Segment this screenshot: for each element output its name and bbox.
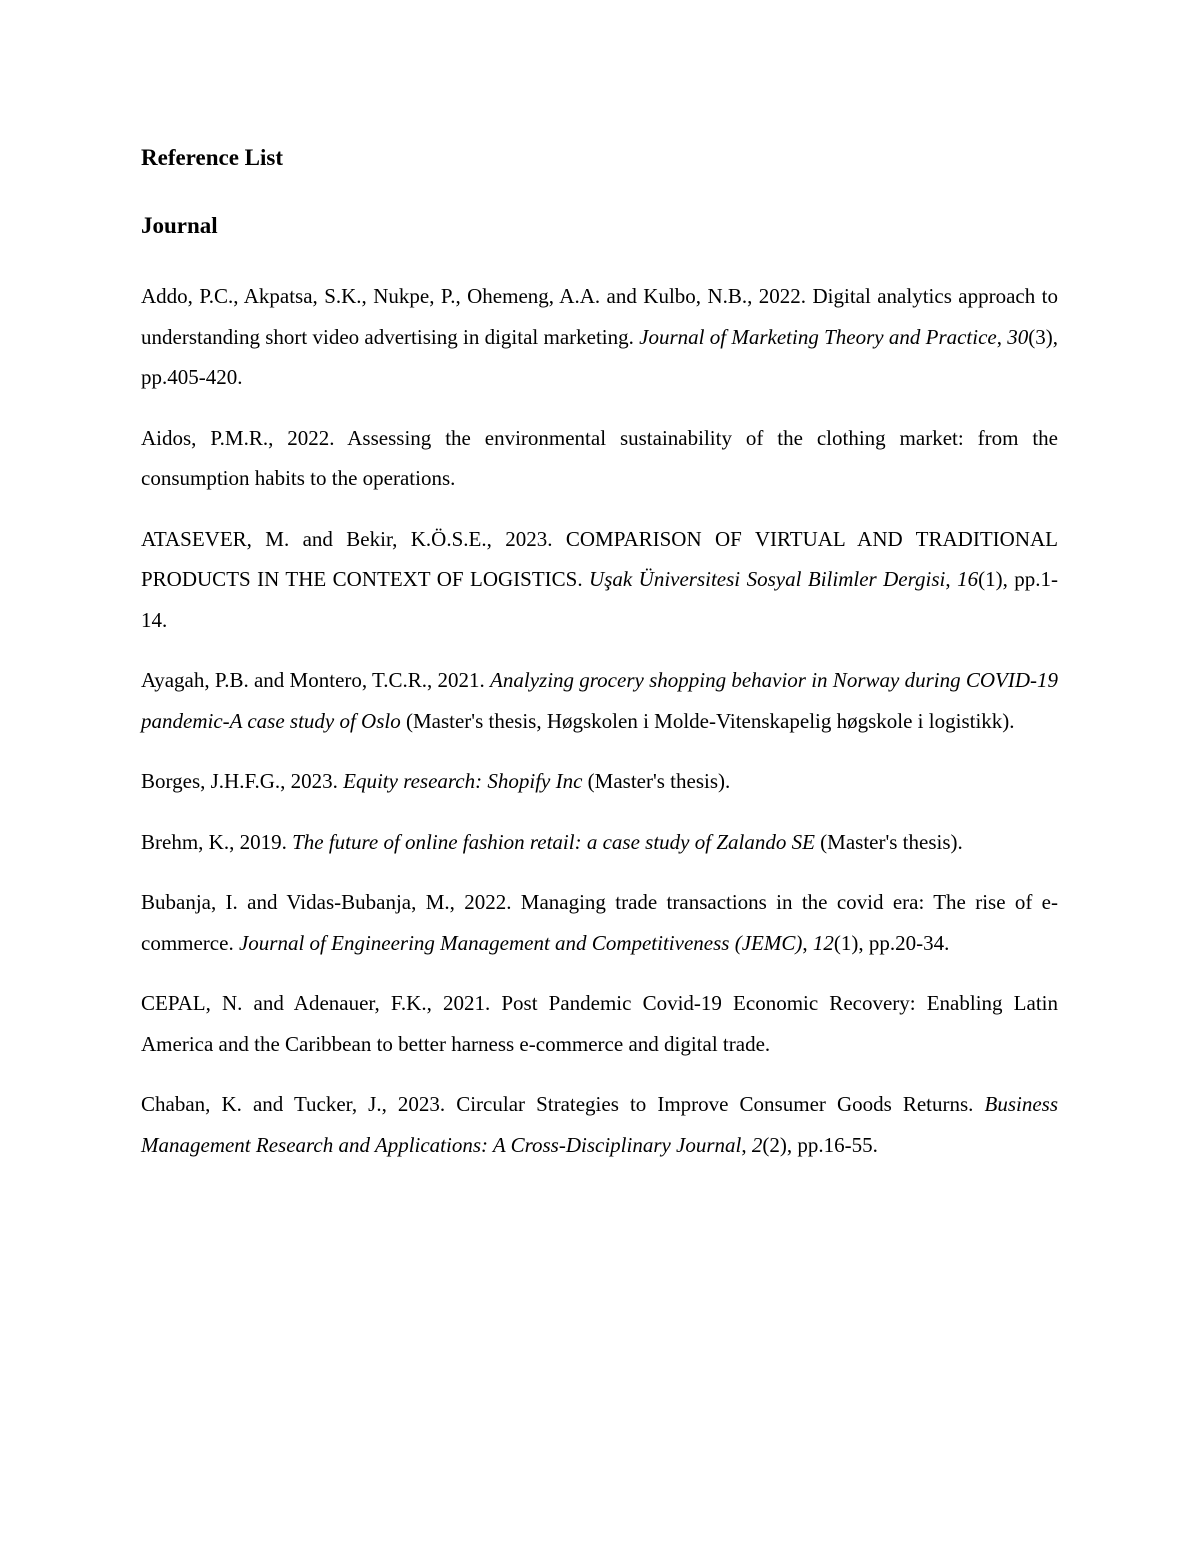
reference-item: Borges, J.H.F.G., 2023. Equity research: Shopify Inc (Master's thesis). [141,769,731,793]
reference-item: Chaban, K. and Tucker, J., 2023. Circular Strategies to Improve Consumer Goods Returns. Business Management Research and Applications: A Cross-Disciplinary Journal, 2(2), pp.16-55. [141,1092,1058,1157]
section-heading: Journal [141,213,218,238]
reference-item: Aidos, P.M.R., 2022. Assessing the environmental sustainability of the clothing market: from the consumption habits to the operations. [141,425,1058,490]
reference-item: ATASEVER, M. and Bekir, K.Ö.S.E., 2023. COMPARISON OF VIRTUAL AND TRADITIONAL PRODUCTS IN THE CONTEXT OF LOGISTICS. Uşak Üniversitesi Sosyal Bilimler Dergisi, 16(1), pp.1-14. [141,526,1059,632]
reference-item: Ayagah, P.B. and Montero, T.C.R., 2021. Analyzing grocery shopping behavior in Norway during COVID-19 pandemic-A case study of Oslo (Master's thesis, Høgskolen i Molde-Vitenskapelig høgskole i logistikk). [141,668,1058,733]
reference-item: CEPAL, N. and Adenauer, F.K., 2021. Post Pandemic Covid-19 Economic Recovery: Enabling Latin America and the Caribbean to better harness e-commerce and digital trade. [141,991,1058,1056]
reference-item: Brehm, K., 2019. The future of online fashion retail: a case study of Zalando SE (Master's thesis). [141,829,963,854]
page-title: Reference List [141,145,283,170]
document-page [141,140,1058,1185]
reference-item: Bubanja, I. and Vidas-Bubanja, M., 2022. Managing trade transactions in the covid era: The rise of e-commerce. Journal of Engineering Management and Competitiveness (JEMC), 12(1), pp.20-34. [141,890,1058,955]
reference-item: Addo, P.C., Akpatsa, S.K., Nukpe, P., Ohemeng, A.A. and Kulbo, N.B., 2022. Digital analytics approach to understanding short video advertising in digital marketing. Journal of Marketing Theory and Practice, 30(3), pp.405-420. [141,284,1059,389]
